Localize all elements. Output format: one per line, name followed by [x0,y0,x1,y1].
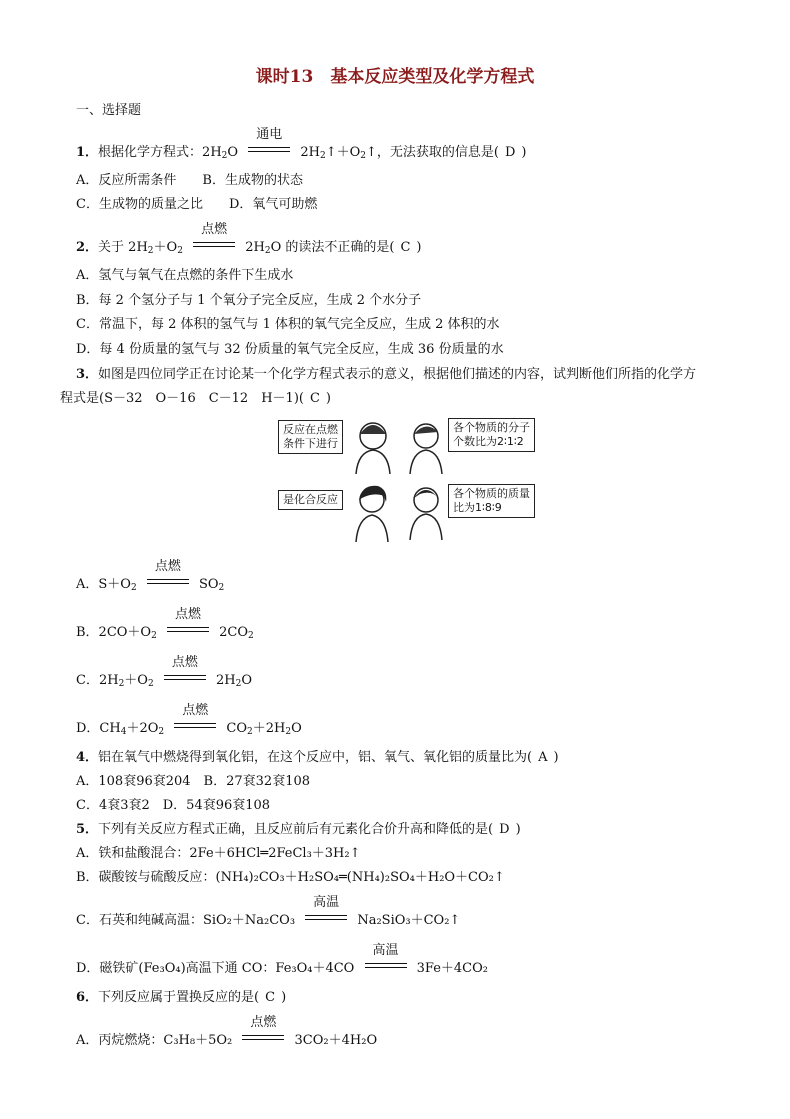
q3-option-a: A．$S+O_2$ 点燃 $SO_2$ [76,559,225,593]
page-title: 课时13 基本反应类型及化学方程式 [255,67,535,87]
question-1: 1．根据化学方程式：$2H_2O$ 通电 $2H_2↑+O_2↑$，无法获取的信息是( D ) [76,127,527,161]
q5-option-b: B．碳酸铵与硫酸反应：(NH₄)₂CO₃＋H₂SO₄═(NH₄)₂SO₄＋H₂O＋CO₂↑ [76,870,505,885]
question-6: 6．下列反应属于置换反应的是( C ) [76,990,287,1005]
speech-bubble: 各个物质的质量 比为1∶8∶9 [448,484,535,518]
condition-arrow: 通电 [246,138,292,156]
q1-option-line: A．反应所需条件 B．生成物的状态 [76,173,303,188]
student-figure-icon [406,418,446,474]
speech-bubble: 反应在点燃 条件下进行 [278,420,343,454]
q4-option-line: C．4袞3袞2 D．54袞96袞108 [76,798,271,813]
question-2: 2．关于 $2H_2+O_2$ 点燃 $2H_2O$ 的读法不正确的是( C ) [76,222,422,256]
q2-option-line: C．常温下，每 2 体积的氢气与 1 体积的氧气完全反应，生成 2 体积的水 [76,317,500,332]
q4-option-line: A．108袞96袞204 B．27袞32袞108 [76,774,311,789]
q6-option-a: A．丙烷燃烧：C₃H₈＋5O₂ 点燃 3CO₂＋4H₂O [76,1015,378,1048]
question-4: 4．铝在氧气中燃烧得到氧化铝，在这个反应中，铝、氧气、氧化铝的质量比为( A ) [76,750,559,765]
answer: D [504,145,516,160]
answer: A [538,750,548,765]
q3-option-b: B．$2CO+O_2$ 点燃 $2CO_2$ [76,607,254,641]
speech-bubble: 是化合反应 [278,490,343,510]
speech-bubble: 各个物质的分子 个数比为2∶1∶2 [448,418,535,452]
q2-option-line: D．每 4 份质量的氢气与 32 份质量的氧气完全反应，生成 36 份质量的水 [76,342,504,357]
answer: D [499,822,510,837]
section-heading: 一、选择题 [76,103,142,118]
q5-option-a: A．铁和盐酸混合：2Fe＋6HCl═2FeCl₃＋3H₂↑ [76,846,361,861]
student-figure-icon [350,418,396,474]
q2-option-line: A．氢气与氧气在点燃的条件下生成水 [76,268,294,283]
question-3-line1: 3．如图是四位同学正在讨论某一个化学方程式表示的意义，根据他们描述的内容，试判断他们所指的化学方 [76,367,697,382]
answer: C [400,240,411,255]
q5-option-c: C．石英和纯碱高温：SiO₂＋Na₂CO₃ 高温 Na₂SiO₃＋CO₂↑ [76,895,461,928]
question-5: 5．下列有关反应方程式正确，且反应前后有元素化合价升高和降低的是( D ) [76,822,521,837]
answer: C [265,990,276,1005]
q3-option-c: C．$2H_2+O_2$ 点燃 $2H_2O$ [76,655,252,689]
q1-option-line: C．生成物的质量之比 D．氧气可助燃 [76,197,318,212]
q3-option-d: D．$CH_4+2O_2$ 点燃 $CO_2+2H_2O$ [76,703,302,737]
q2-option-line: B．每 2 个氢分子与 1 个氧分子完全反应，生成 2 个水分子 [76,293,422,308]
q5-option-d: D．磁铁矿(Fe₃O₄)高温下通 CO：Fe₃O₄＋4CO 高温 3Fe＋4CO₂ [76,943,489,976]
student-figure-icon [348,482,394,542]
condition-arrow: 点燃 [191,233,237,251]
answer: C [309,391,320,406]
discussion-figure [278,416,540,542]
student-figure-icon [406,482,446,540]
question-3-line2: 程式是(S－32 O－16 C－12 H－1)( C ) [60,391,331,406]
